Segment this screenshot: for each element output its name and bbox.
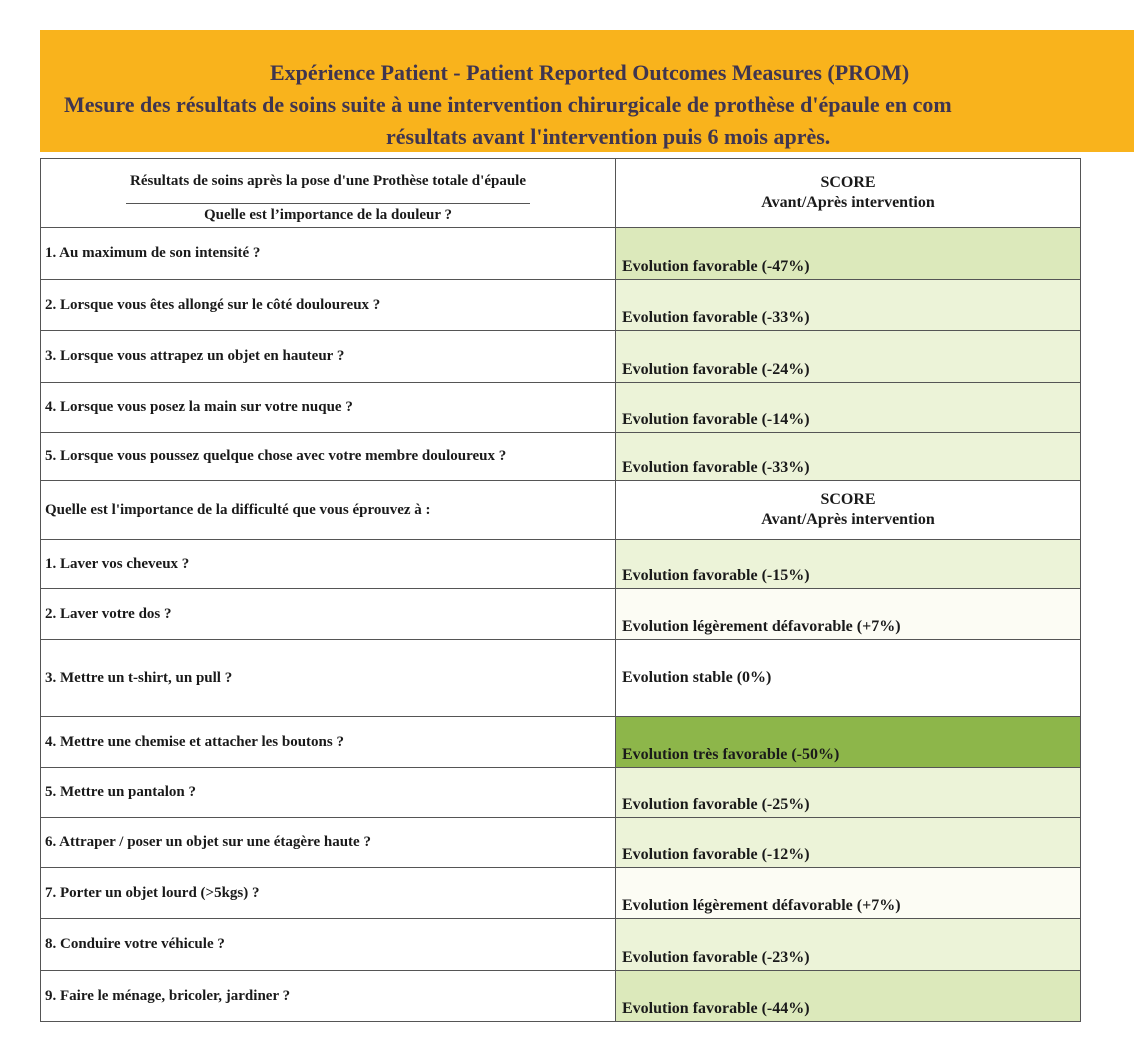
- result-cell: Evolution favorable (-23%): [615, 919, 1080, 970]
- result-cell: Evolution favorable (-33%): [615, 433, 1080, 480]
- result-cell: Evolution stable (0%): [615, 640, 1080, 716]
- result-cell: Evolution favorable (-14%): [615, 383, 1080, 432]
- section-header-row: [41, 480, 1080, 539]
- result-cell: Evolution favorable (-24%): [615, 331, 1080, 382]
- question-cell: 1. Laver vos cheveux ?: [45, 555, 190, 572]
- result-cell: Evolution légèrement défavorable (+7%): [615, 868, 1080, 918]
- score-header: [615, 481, 1080, 539]
- question-cell: 6. Attraper / poser un objet sur une étagère haute ?: [45, 834, 371, 850]
- question-cell: 5. Mettre un pantalon ?: [45, 784, 196, 800]
- question-cell: 3. Lorsque vous attrapez un objet en hauteur ?: [45, 348, 345, 364]
- table-row: [41, 330, 1080, 382]
- table-row: [41, 970, 1080, 1021]
- question-cell: 2. Laver votre dos ?: [45, 605, 172, 622]
- result-cell: Evolution favorable (-12%): [615, 818, 1080, 867]
- question-cell: 7. Porter un objet lourd (>5kgs) ?: [45, 884, 260, 901]
- section-difficulty-title: Quelle est l'importance de la difficulté que vous éprouvez à :: [45, 501, 431, 518]
- table-row: [41, 767, 1080, 817]
- table-row: [41, 382, 1080, 432]
- result-cell: Evolution favorable (-33%): [615, 280, 1080, 330]
- table-row: [41, 639, 1080, 716]
- table-row: [41, 227, 1080, 279]
- question-cell: 1. Au maximum de son intensité ?: [45, 245, 261, 261]
- question-cell: 4. Mettre une chemise et attacher les boutons ?: [45, 733, 344, 750]
- table-row: [41, 817, 1080, 867]
- table-row: [41, 867, 1080, 918]
- result-cell: Evolution favorable (-15%): [615, 540, 1080, 588]
- score-header-sublabel: Avant/Après intervention: [761, 511, 935, 528]
- section-pain-title: Quelle est l’importance de la douleur ?: [203, 207, 453, 223]
- report-subtitle-continued: résultats avant l'intervention puis 6 mois après.: [386, 124, 831, 149]
- table-row: [41, 432, 1080, 480]
- table-header-left: [41, 159, 615, 227]
- question-cell: 5. Lorsque vous poussez quelque chose avec votre membre douloureux ?: [45, 448, 507, 464]
- table-row: [41, 588, 1080, 639]
- result-cell: Evolution très favorable (-50%): [615, 717, 1080, 767]
- report-subtitle: Mesure des résultats de soins suite à une intervention chirurgicale de prothèse d'épaule en com: [64, 92, 952, 117]
- question-cell: 9. Faire le ménage, bricoler, jardiner ?: [45, 987, 291, 1004]
- table-row: [41, 918, 1080, 970]
- score-header-sublabel: Avant/Après intervention: [761, 194, 935, 211]
- question-cell: 8. Conduire votre véhicule ?: [45, 936, 225, 952]
- question-cell: 2. Lorsque vous êtes allongé sur le côté douloureux ?: [45, 296, 381, 313]
- report-banner: [40, 30, 1134, 152]
- results-table: [40, 158, 1081, 1022]
- result-cell: Evolution favorable (-47%): [615, 228, 1080, 279]
- table-row: [41, 539, 1080, 588]
- table-row: [41, 716, 1080, 767]
- result-cell: Evolution légèrement défavorable (+7%): [615, 589, 1080, 639]
- question-cell: 4. Lorsque vous posez la main sur votre nuque ?: [45, 399, 353, 415]
- score-header-label: SCORE: [820, 174, 876, 191]
- report-title: Expérience Patient - Patient Reported Outcomes Measures (PROM): [270, 60, 910, 85]
- table-header-row: [41, 159, 1080, 227]
- question-cell: 3. Mettre un t-shirt, un pull ?: [45, 669, 233, 686]
- table-title: Résultats de soins après la pose d'une Prothèse totale d'épaule: [126, 159, 530, 204]
- result-cell: Evolution favorable (-25%): [615, 768, 1080, 817]
- result-cell: Evolution favorable (-44%): [615, 971, 1080, 1021]
- score-header-label: SCORE: [820, 491, 876, 508]
- score-header: [615, 159, 1080, 227]
- table-row: [41, 279, 1080, 330]
